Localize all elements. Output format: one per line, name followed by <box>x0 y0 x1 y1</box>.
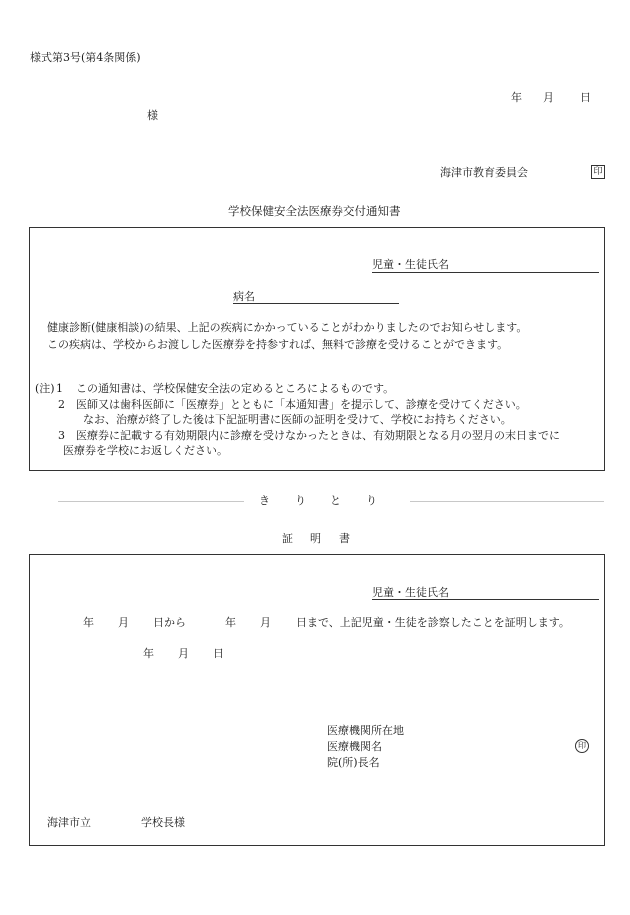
header-date-year: 年 <box>511 91 522 104</box>
period-from-year: 年 <box>83 616 94 629</box>
addressee-school: 学校長様 <box>141 816 185 829</box>
header-date-month: 月 <box>543 91 554 104</box>
certificate-title-char: 証 <box>282 532 293 545</box>
period-from-month: 月 <box>118 616 129 629</box>
recipient-suffix: 様 <box>147 109 158 122</box>
period-to-text: 日まで、上記児童・生徒を診察したことを証明します。 <box>296 616 570 629</box>
notice-disease-label: 病名 <box>233 290 255 303</box>
cert-date-year: 年 <box>143 647 154 660</box>
certificate-box <box>29 554 605 846</box>
certificate-title-char: 書 <box>339 532 350 545</box>
note-text: 医療券に記載する有効期限内に診療を受けなかったときは、有効期限となる月の翌月の末日までに <box>76 429 560 442</box>
cut-line-char: り <box>366 494 377 507</box>
cut-line-char: き <box>259 494 270 507</box>
note-number: 3 <box>58 429 65 442</box>
note-text: 医療券を学校にお返しください。 <box>63 444 228 457</box>
director-label: 院(所)長名 <box>327 756 380 769</box>
period-to-month: 月 <box>260 616 271 629</box>
cut-line-char: と <box>330 494 341 507</box>
cut-line-right <box>410 501 604 502</box>
header-date-day: 日 <box>580 91 591 104</box>
form-label: 様式第3号(第4条関係) <box>30 51 141 64</box>
note-text: なお、治療が終了した後は下記証明書に医師の証明を受けて、学校にお持ちください。 <box>83 413 512 426</box>
notes-prefix: (注) <box>35 382 55 395</box>
notice-student-name-label: 児童・生徒氏名 <box>372 258 449 271</box>
note-number: 2 <box>58 398 65 411</box>
notice-student-name-field[interactable] <box>372 272 599 273</box>
certificate-student-name-label: 児童・生徒氏名 <box>372 586 449 599</box>
issuer-name: 海津市教育委員会 <box>440 166 528 179</box>
notice-body-line-1: 健康診断(健康相談)の結果、上記の疾病にかかっていることがわかりましたのでお知らせします。 <box>47 321 528 334</box>
note-text: この通知書は、学校保健安全法の定めるところによるものです。 <box>76 382 395 395</box>
cert-date-day: 日 <box>213 647 224 660</box>
cut-line-left <box>58 501 244 502</box>
institution-seal-icon: 印 <box>575 739 589 753</box>
cut-line-char: り <box>295 494 306 507</box>
period-to-year: 年 <box>225 616 236 629</box>
institution-address-label: 医療機関所在地 <box>327 724 404 737</box>
notice-title: 学校保健安全法医療券交付通知書 <box>228 204 401 218</box>
note-text: 医師又は歯科医師に「医療券」とともに「本通知書」を提示して、診療を受けてください。 <box>76 398 527 411</box>
cert-date-month: 月 <box>178 647 189 660</box>
period-from-day: 日から <box>153 616 186 629</box>
notice-body-line-2: この疾病は、学校からお渡しした医療券を持参すれば、無料で診療を受けることができます。 <box>47 338 509 351</box>
addressee-city: 海津市立 <box>47 816 91 829</box>
certificate-title-char: 明 <box>310 532 321 545</box>
note-number: 1 <box>56 382 63 395</box>
issuer-seal-icon: 印 <box>591 165 605 179</box>
notice-disease-field[interactable] <box>233 303 399 304</box>
institution-name-label: 医療機関名 <box>327 740 382 753</box>
certificate-student-name-field[interactable] <box>372 599 599 600</box>
